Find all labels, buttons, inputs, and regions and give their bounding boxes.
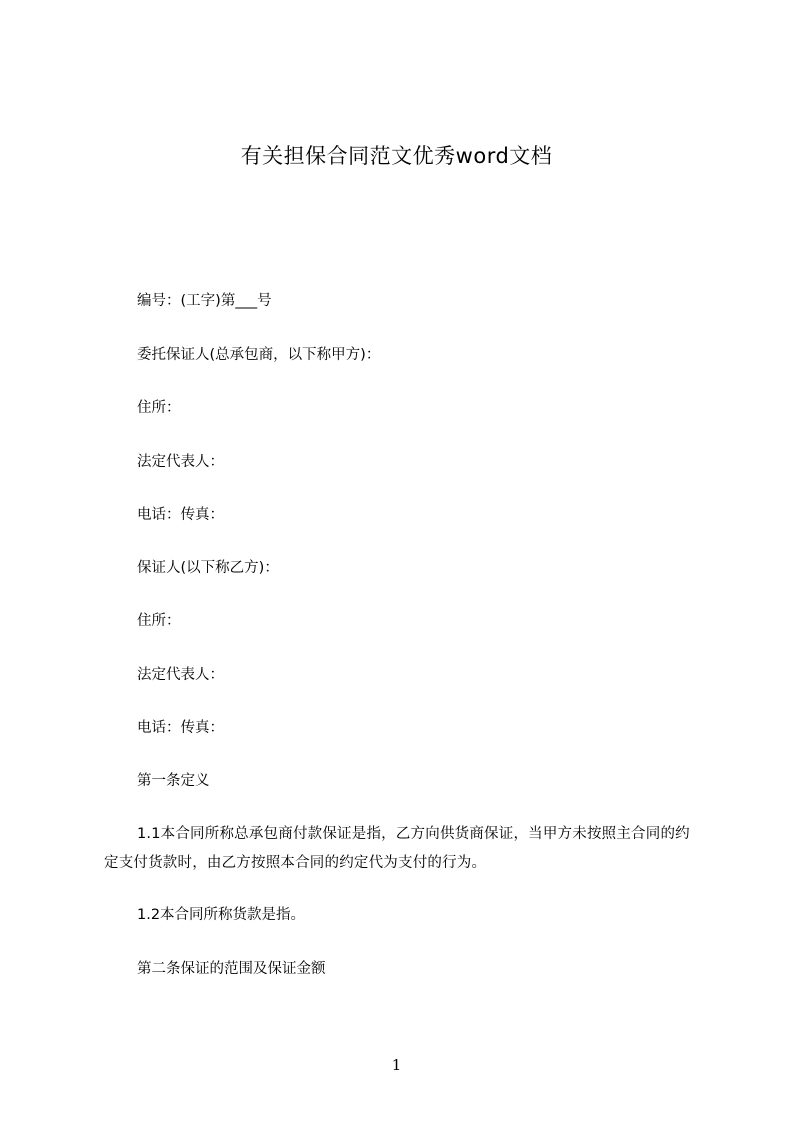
document-title: 有关担保合同范文优秀word文档 (240, 144, 553, 168)
article-2-heading: 第二条保证的范围及保证金额 (137, 961, 326, 977)
party-a-address: 住所： (137, 400, 181, 416)
party-b-heading: 保证人(以下称乙方)： (137, 560, 279, 576)
page-number: 1 (391, 1056, 402, 1074)
party-b-phone-fax: 电话：传真： (137, 720, 224, 736)
clause-1-1: 1.1本合同所称总承包商付款保证是指，乙方向供货商保证，当甲方未按照主合同的约定支付货款时，由乙方按照本合同的约定代为支付的行为。 (104, 826, 690, 871)
party-b-address: 住所： (137, 613, 181, 629)
party-b-legal-representative: 法定代表人： (137, 667, 224, 683)
contract-number-line: 编号：(工字)第___号 (137, 293, 272, 309)
clause-1-2: 1.2本合同所称货款是指。 (137, 907, 306, 923)
article-1-heading: 第一条定义 (137, 773, 210, 789)
party-a-heading: 委托保证人(总承包商，以下称甲方)： (137, 347, 381, 363)
party-a-legal-representative: 法定代表人： (137, 454, 224, 470)
party-a-phone-fax: 电话：传真： (137, 507, 224, 523)
